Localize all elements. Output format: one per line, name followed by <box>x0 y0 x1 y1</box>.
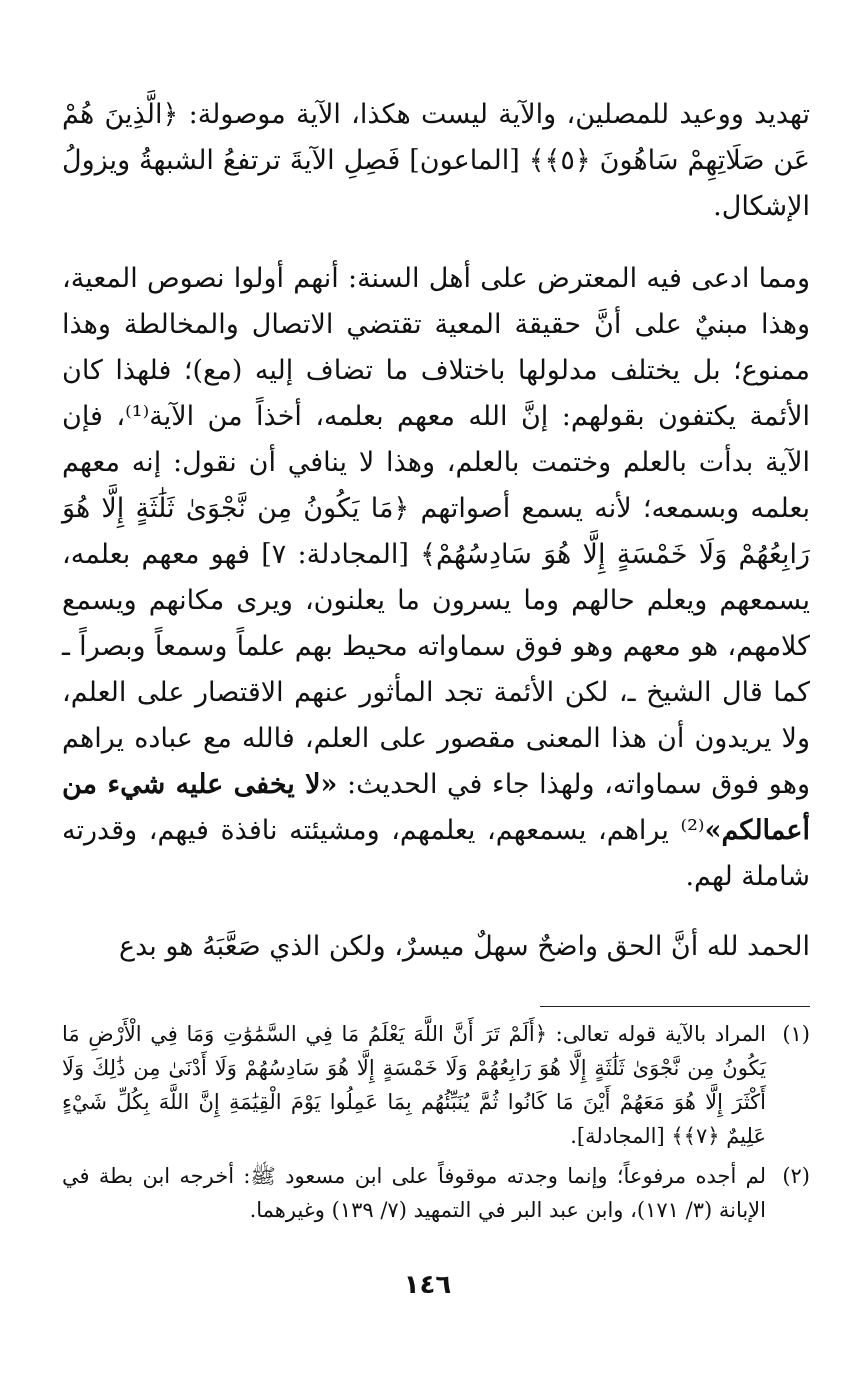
hadith-quote: «لا يخفى عليه شيء من أعمالكم» <box>62 769 810 846</box>
footnotes <box>62 1017 810 1227</box>
paragraph-2-tail: يراهم، يسمعهم، يعلمهم، ومشيئته نافذة فيهم، وقدرته شاملة لهم. <box>62 815 810 892</box>
footnote-divider-wrap <box>62 970 810 1007</box>
paragraph-1: تهديد ووعيد للمصلين، والآية ليست هكذا، الآية موصولة: ﴿الَّذِينَ هُمْ عَن صَلَاتِهِمْ سَاهُونَ ﴿٥﴾﴾ [الماعون] فَصِلِ الآيةَ ترتفعُ الشبهةُ ويزولُ الإشكال. <box>62 99 811 222</box>
page-body <box>62 92 810 1233</box>
footnote-divider <box>540 1006 810 1007</box>
footnote-number: (١) <box>782 1022 810 1046</box>
footnote-text: لم أجده مرفوعاً؛ وإنما وجدته موقوفاً على ابن مسعود ﷺ: أخرجه ابن بطة في الإبانة (٣/ ١٧١)، وابن عبد البر في التمهيد (٧/ ١٣٩) وغيرهما. <box>62 1164 766 1222</box>
footnote-text: المراد بالآية قوله تعالى: ﴿أَلَمْ تَرَ أَنَّ اللَّهَ يَعْلَمُ مَا فِي السَّمَٰوَٰتِ وَمَا فِي الْأَرْضِ مَا يَكُونُ مِن نَّجْوَىٰ ثَلَٰثَةٍ إِلَّا هُوَ رَابِعُهُمْ وَلَا خَمْسَةٍ إِلَّا هُوَ سَادِسُهُمْ وَلَا أَدْنَىٰ مِن ذَٰلِكَ وَلَا أَكْثَرَ إِلَّا هُوَ مَعَهُمْ أَيْنَ مَا كَانُوا ثُمَّ يُنَبِّئُهُم بِمَا عَمِلُوا يَوْمَ الْقِيَٰمَةِ إِنَّ اللَّهَ بِكُلِّ شَيْءٍ عَلِيمٌ ﴿٧﴾﴾ [المجادلة]. <box>62 1022 766 1148</box>
footnote-ref-2: ⁽²⁾ <box>680 815 705 846</box>
footnote-2 <box>62 1159 810 1227</box>
footnote-number: (٢) <box>782 1164 810 1188</box>
paragraph-3: الحمد لله أنَّ الحق واضحٌ سهلٌ ميسرٌ، ولكن الذي صَعَّبَهُ هو بدع <box>118 931 810 962</box>
footnote-1 <box>62 1017 810 1153</box>
page-number: ١٤٦ <box>403 1270 452 1300</box>
paragraph-2-main: ومما ادعى فيه المعترض على أهل السنة: أنهم أولوا نصوص المعية، وهذا مبنيٌ على أنَّ حقيقة المعية تقتضي الاتصال والمخالطة وهذا ممنوع؛ بل يختلف مدلولها باختلاف ما تضاف إليه (مع)؛ فلهذا كان الأئمة يكتفون بقولهم: إنَّ الله معهم بعلمه، أخذاً من الآية⁽¹⁾، فإن الآية بدأت بالعلم وختمت بالعلم، وهذا لا ينافي أن نقول: إنه معهم بعلمه وبسمعه؛ لأنه يسمع أصواتهم ﴿مَا يَكُونُ مِن نَّجْوَىٰ ثَلَٰثَةٍ إِلَّا هُوَ رَابِعُهُمْ وَلَا خَمْسَةٍ إِلَّا هُوَ سَادِسُهُمْ﴾ [المجادلة: ٧] فهو معهم بعلمه، يسمعهم ويعلم حالهم وما يسرون ما يعلنون، ويرى مكانهم ويسمع كلامهم، هو معهم وهو فوق سماواته محيط بهم علماً وسمعاً وبصراً ـ كما قال الشيخ ـ، لكن الأئمة تجد المأثور عنهم الاقتصار على العلم، ولا يريدون أن هذا المعنى مقصور على العلم، فالله مع عباده يراهم وهو فوق سماواته، ولهذا جاء في الحديث: <box>62 263 811 800</box>
paragraph-2 <box>62 256 810 900</box>
